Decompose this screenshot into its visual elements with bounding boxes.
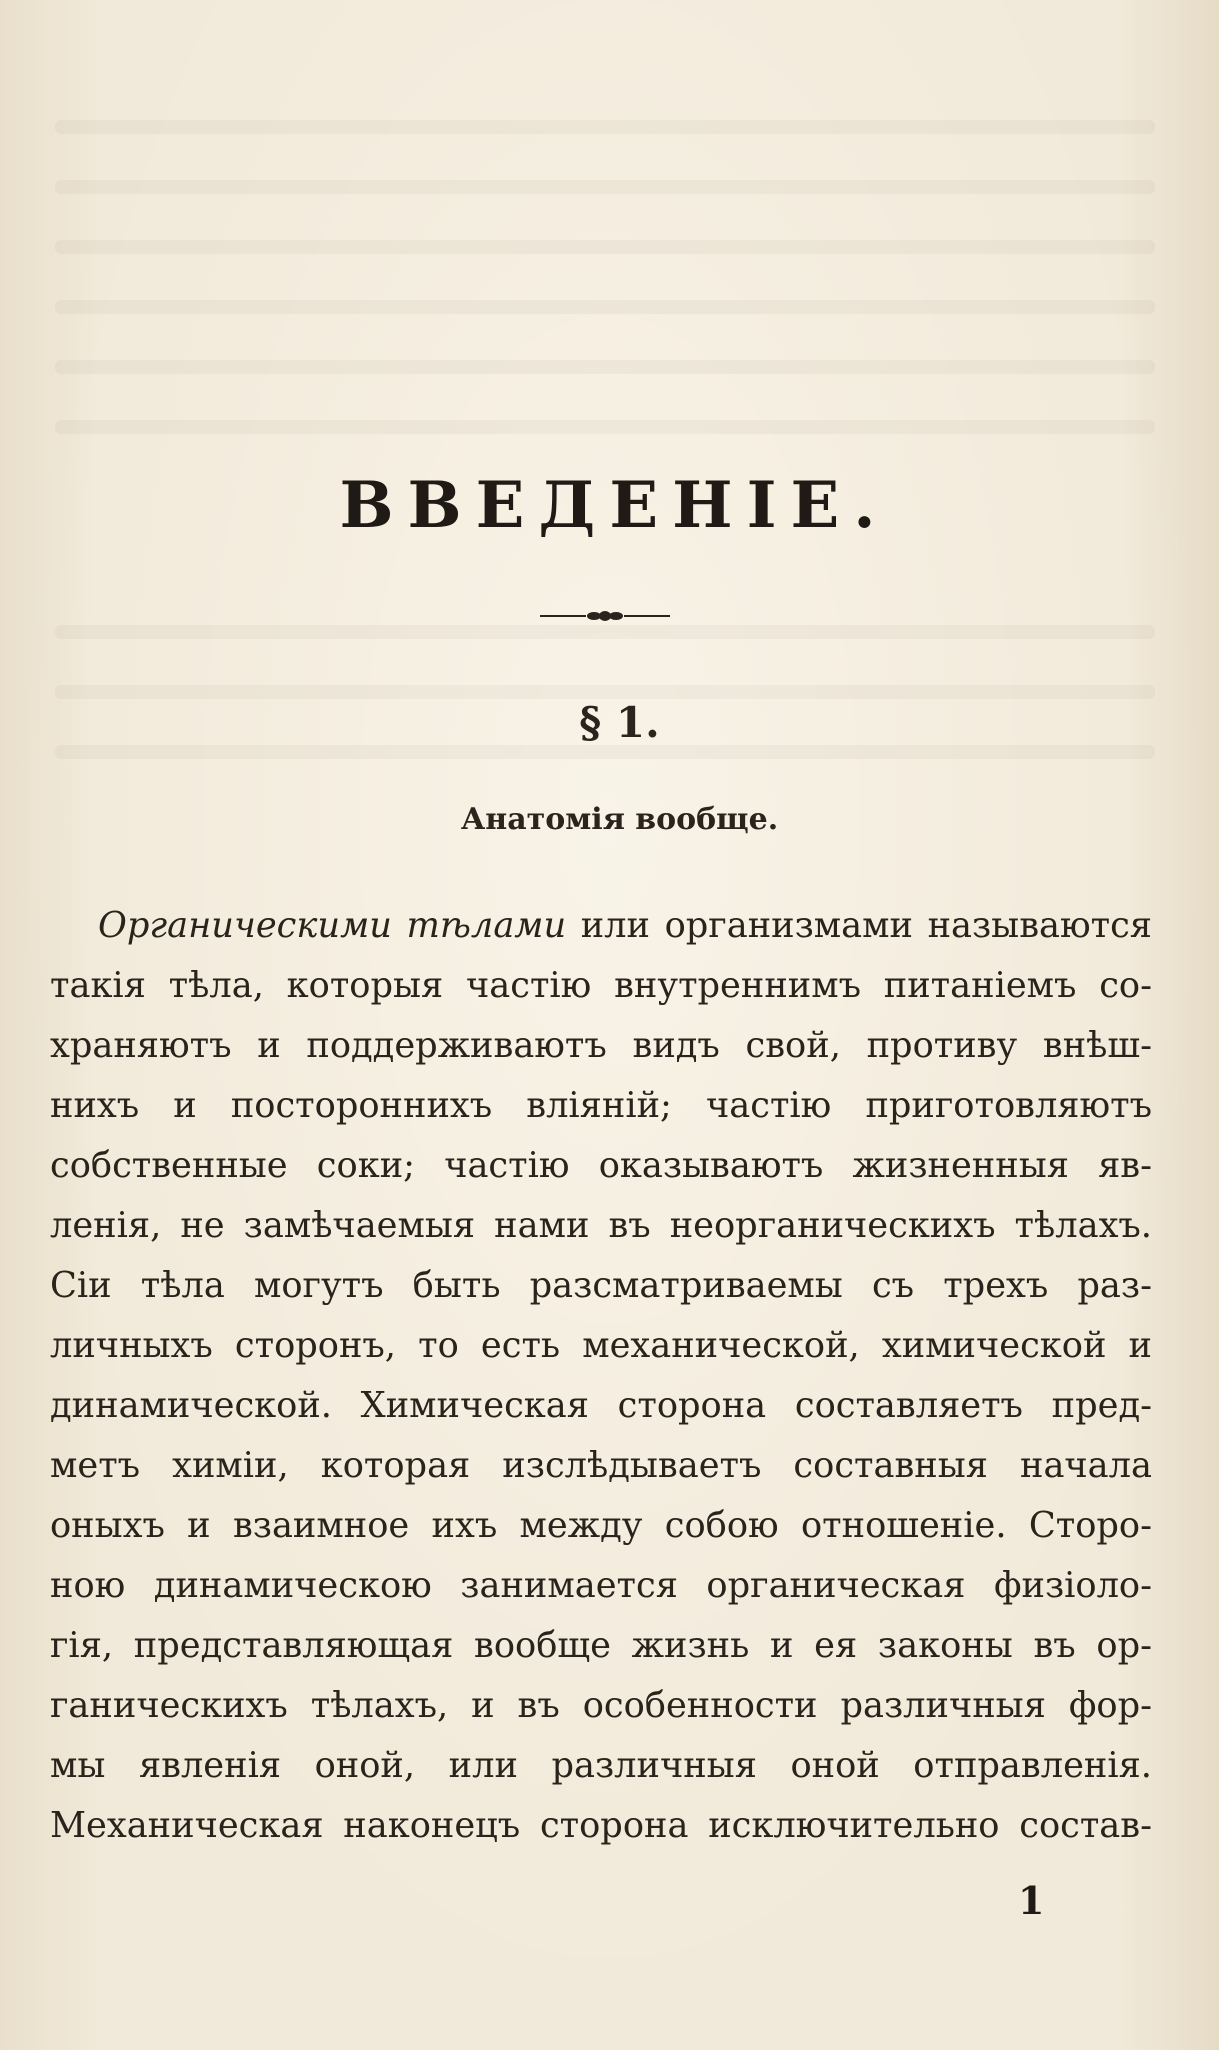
paragraph-line: гія, представляющая вообще жизнь и ея законы въ ор-: [50, 1625, 1152, 1666]
page-title: ВВЕДЕНІЕ.: [339, 468, 890, 543]
paragraph-line: такія тѣла, которыя частію внутреннимъ питаніемъ со-: [50, 965, 1152, 1006]
paragraph-line: ганическихъ тѣлахъ, и въ особенности различныя фор-: [50, 1685, 1152, 1726]
paragraph-first-line: [50, 896, 1152, 956]
paragraph-line: оныхъ и взаимное ихъ между собою отношеніе. Сторо-: [50, 1505, 1152, 1546]
section-number: § 1.: [579, 698, 660, 747]
bleed-through-line: [55, 625, 1155, 639]
paragraph-line: Механическая наконецъ сторона исключительно состав-: [50, 1805, 1152, 1846]
bleed-through-line: [55, 300, 1155, 314]
paragraph-line: нихъ и постороннихъ вліяній; частію приготовляютъ: [50, 1085, 1152, 1126]
paragraph-line: мы явленія оной, или различныя оной отправленія.: [50, 1745, 1152, 1786]
paragraph-line: динамической. Химическая сторона составляетъ пред-: [50, 1385, 1152, 1426]
bleed-through-line: [55, 120, 1155, 134]
page-number: 1: [1018, 1878, 1045, 1923]
body-paragraph: [50, 896, 1152, 1856]
paragraph-line: ленія, не замѣчаемыя нами въ неорганическихъ тѣлахъ.: [50, 1205, 1152, 1246]
section-heading: Анатомія вообще.: [460, 802, 779, 837]
paragraph-line: собственные соки; частію оказываютъ жизненныя яв-: [50, 1145, 1152, 1186]
bleed-through-line: [55, 360, 1155, 374]
first-line-rest: или организмами называются: [566, 905, 1152, 946]
bleed-through-line: [55, 745, 1155, 759]
paragraph-line: метъ химіи, которая изслѣдываетъ составныя начала: [50, 1445, 1152, 1486]
italic-term: Органическими тѣлами: [98, 905, 567, 946]
paragraph-line: храняютъ и поддерживаютъ видъ свой, противу внѣш-: [50, 1025, 1152, 1066]
bleed-through-line: [55, 240, 1155, 254]
bleed-through-line: [55, 420, 1155, 434]
paragraph-line: личныхъ сторонъ, то есть механической, химической и: [50, 1325, 1152, 1366]
paragraph-line: Сіи тѣла могутъ быть разсматриваемы съ трехъ раз-: [50, 1265, 1152, 1306]
bleed-through-line: [55, 685, 1155, 699]
paragraph-line: ною динамическою занимается органическая физіоло-: [50, 1565, 1152, 1606]
decorative-rule-ornament: [540, 608, 670, 624]
bleed-through-line: [55, 180, 1155, 194]
